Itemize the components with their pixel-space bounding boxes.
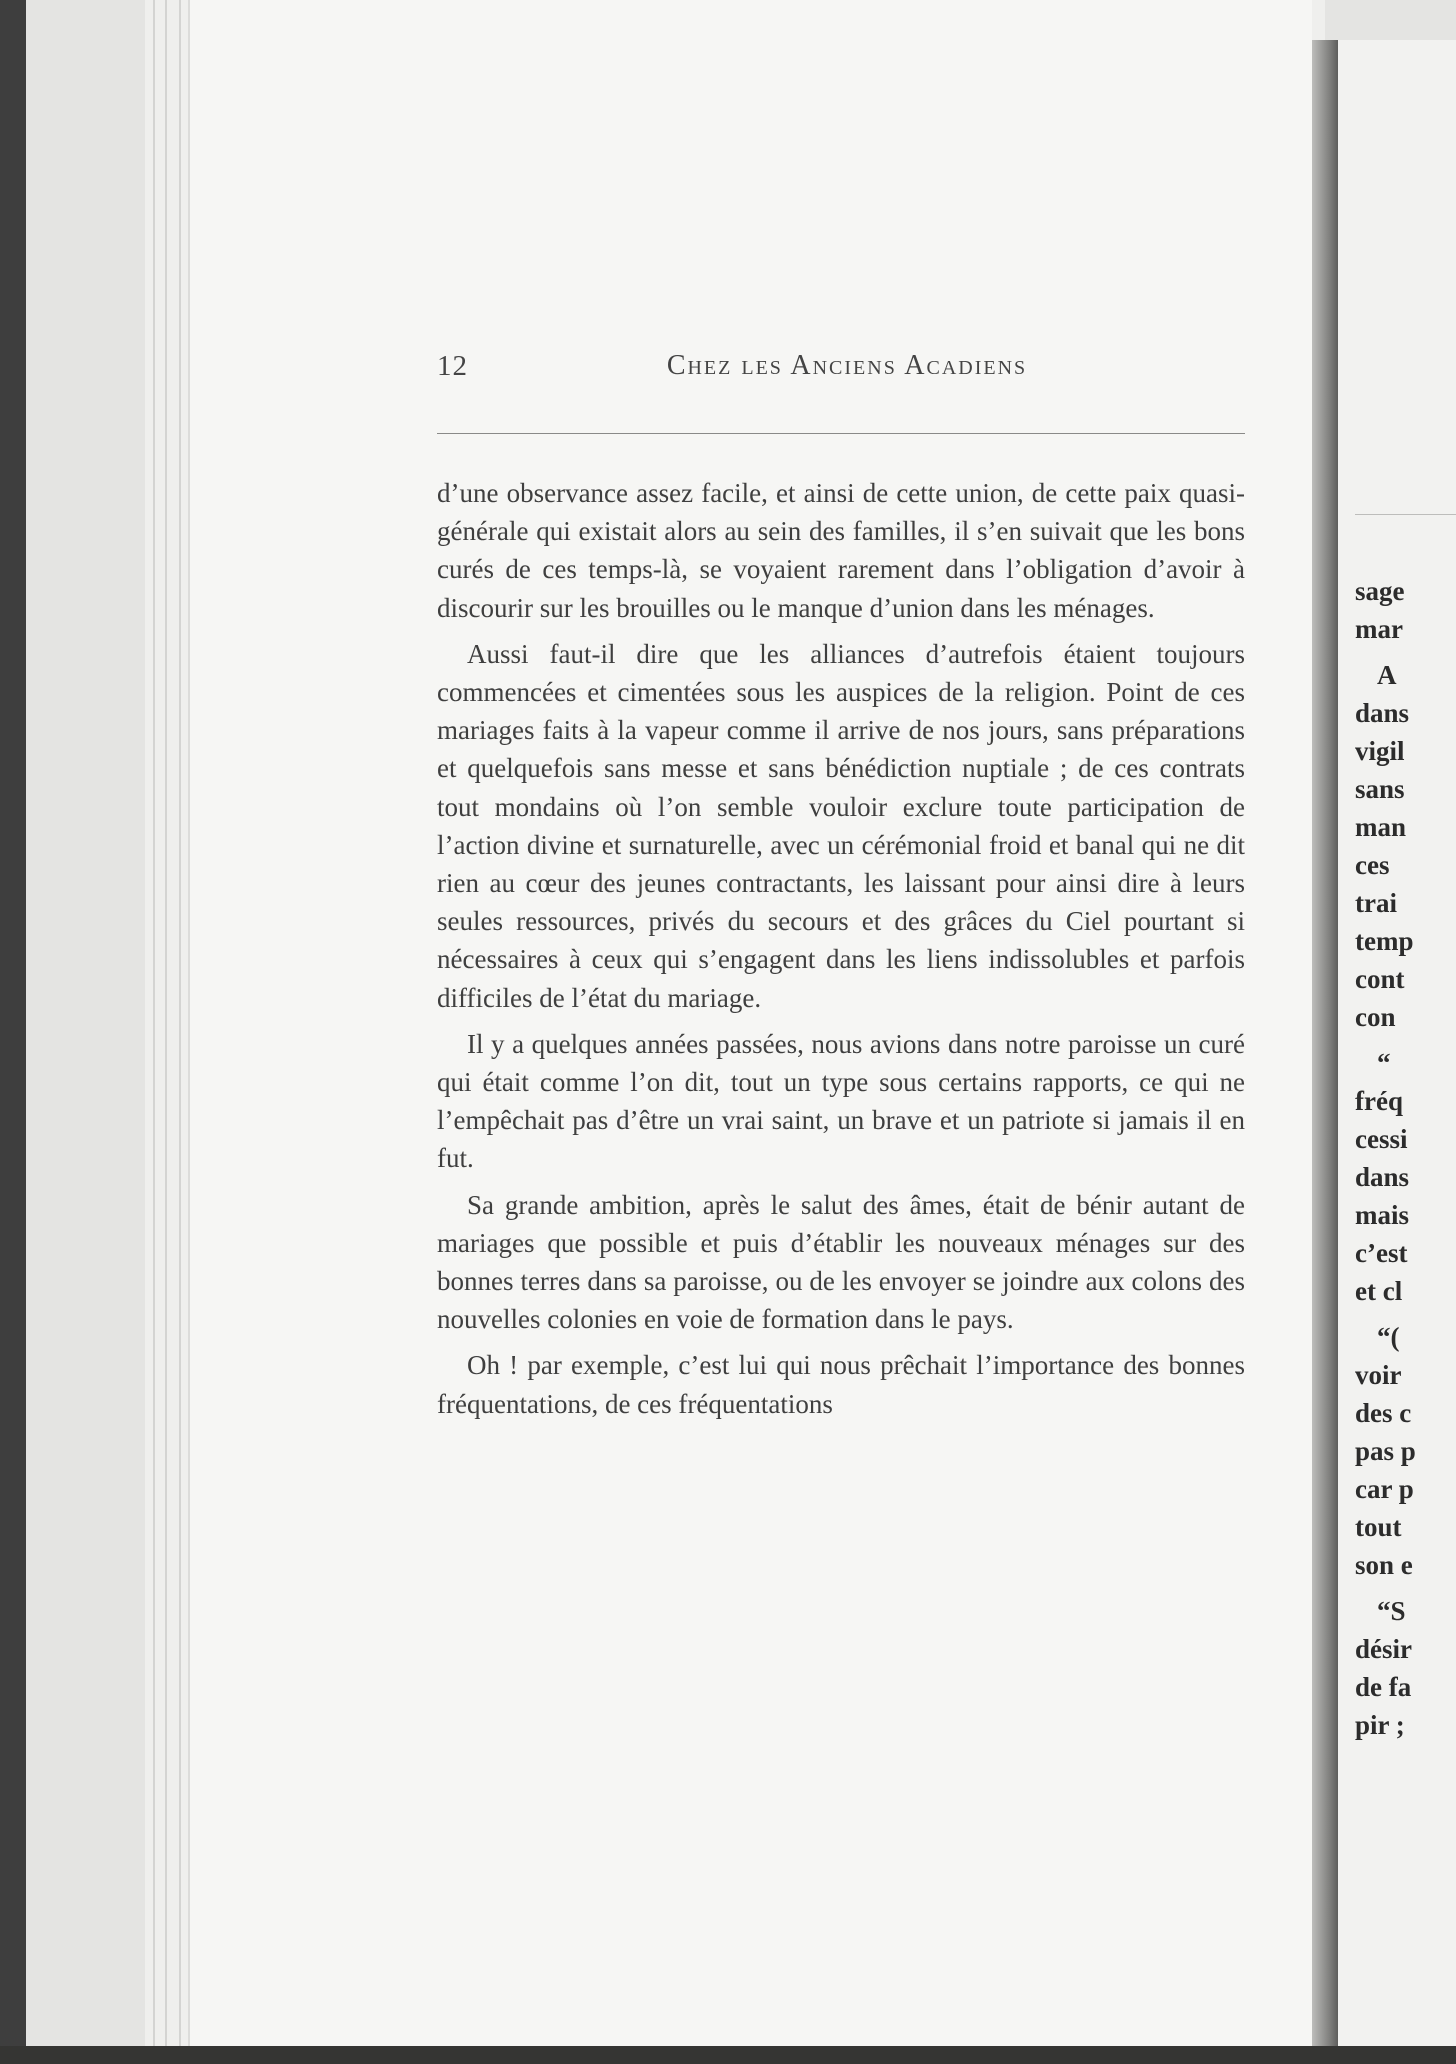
right-line: pir ; xyxy=(1355,1710,1405,1740)
scan-bottom-edge xyxy=(0,2046,1456,2064)
right-page xyxy=(1338,40,1456,2064)
right-line: tout xyxy=(1355,1512,1402,1542)
running-head xyxy=(437,350,1257,390)
right-line: c’est xyxy=(1355,1238,1408,1268)
right-line: “( xyxy=(1377,1322,1400,1352)
right-line: “ xyxy=(1377,1048,1391,1078)
right-line: car p xyxy=(1355,1474,1414,1504)
right-line: mar xyxy=(1355,614,1403,644)
right-line: pas p xyxy=(1355,1436,1416,1466)
page-edge-line xyxy=(153,0,155,2064)
right-line: et cl xyxy=(1355,1276,1403,1306)
paragraph: Oh ! par exemple, c’est lui qui nous prêchait l’importance des bonnes fréquentations, de ces fréquentations xyxy=(437,1350,1245,1419)
right-line: temp xyxy=(1355,926,1414,956)
right-line: “S xyxy=(1377,1596,1406,1626)
running-title: Chez les Anciens Acadiens xyxy=(666,350,1028,381)
header-rule xyxy=(437,433,1245,434)
right-line: sans xyxy=(1355,774,1405,804)
right-line: dans xyxy=(1355,1162,1410,1192)
right-line: con xyxy=(1355,1002,1396,1032)
right-line: ces xyxy=(1355,850,1390,880)
right-page-rule xyxy=(1355,514,1456,515)
right-line: dans xyxy=(1355,698,1410,728)
paragraph: Il y a quelques années passées, nous avions dans notre paroisse un curé qui était comme l’on dit, tout un type sous certains rapports, ce qui ne l’empêchait pas d’être un vrai saint, un brave et un patriote si jamais il en fut. xyxy=(437,1028,1245,1174)
right-line: trai xyxy=(1355,888,1397,918)
right-line: désir xyxy=(1355,1634,1412,1664)
right-page-text xyxy=(1355,572,1456,1744)
page-edge-line xyxy=(179,0,181,2064)
right-line: sage xyxy=(1355,576,1405,606)
paragraph: Sa grande ambition, après le salut des âmes, était de bénir autant de mariages que possible et puis d’établir les nouveaux ménages sur des bonnes terres dans sa paroisse, ou de les envoyer se joindre aux colons des nouvelles colonies en voie de formation dans le pays. xyxy=(437,1189,1245,1335)
page-number: 12 xyxy=(437,350,468,382)
right-line: man xyxy=(1355,812,1407,842)
right-line: des c xyxy=(1355,1398,1412,1428)
body-text xyxy=(437,474,1245,1431)
book-gutter xyxy=(1312,40,1338,2064)
right-line: A xyxy=(1377,660,1397,690)
right-line: fréq xyxy=(1355,1086,1403,1116)
right-line: mais xyxy=(1355,1200,1409,1230)
page-edge-line xyxy=(165,0,167,2064)
right-line: cessi xyxy=(1355,1124,1408,1154)
right-line: son e xyxy=(1355,1550,1413,1580)
paragraph: d’une observance assez facile, et ainsi de cette union, de cette paix quasi-générale qui existait alors au sein des familles, il s’en suivait que les bons curés de ces temps-là, se voyaient rarement dans l’obligation d’avoir à discourir sur les brouilles ou le manque d’union dans les ménages. xyxy=(437,478,1245,623)
paragraph: Aussi faut-il dire que les alliances d’autrefois étaient toujours commencées et cimentées sous les auspices de la religion. Point de ces mariages faits à la vapeur comme il arrive de nos jours, sans préparations et quelquefois sans messe et sans bénédiction nuptiale ; de ces contrats tout mondains où l’on semble vouloir exclure toute participation de l’action divine et surnaturelle, avec un cérémonial froid et banal qui ne dit rien au cœur des jeunes contractants, les laissant pour ainsi dire à leurs seules ressources, privés du secours et des grâces du Ciel pourtant si nécessaires à ceux qui s’engagent dans les liens indissolubles et parfois difficiles de l’état du mariage. xyxy=(437,638,1245,1013)
right-line: de fa xyxy=(1355,1672,1412,1702)
right-line: voir xyxy=(1355,1360,1402,1390)
scan-background-edge xyxy=(0,0,26,2064)
right-line: cont xyxy=(1355,964,1405,994)
right-line: vigil xyxy=(1355,736,1405,766)
